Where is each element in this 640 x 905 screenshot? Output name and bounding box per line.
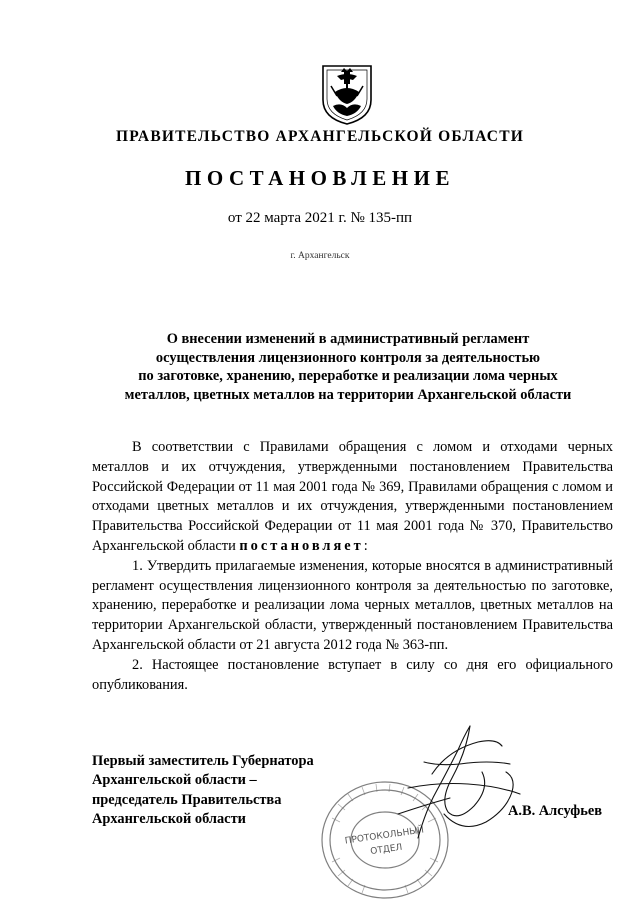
- document-body: [92, 438, 613, 695]
- signer-position-line: Архангельской области: [92, 811, 246, 828]
- signer-position-line: Первый заместитель Губернатора: [92, 753, 314, 769]
- organization-name: ПРАВИТЕЛЬСТВО АРХАНГЕЛЬСКОЙ ОБЛАСТИ: [115, 128, 524, 145]
- city-line: г. Архангельск: [290, 251, 350, 261]
- title-line: осуществления лицензионного контроля за деятельностью: [155, 349, 541, 366]
- document-title: [88, 330, 608, 404]
- intro-paragraph: В соответствии с Правилами обращения с ломом и отходами черных металлов и их отчуждения, утвержденными постановлением Правительства Российской Федерации от 11 мая 2001 года № 369, Правилами обращения с ломом и отходами цветных металлов и их отчуждения, утвержденными постановлением Правительства Российской Федерации от 11 мая 2001 года № 370, Правительство Архангельской области постановляет:: [92, 439, 613, 554]
- document-type: ПОСТАНОВЛЕНИЕ: [185, 166, 455, 190]
- item-1-paragraph: 1. Утвердить прилагаемые изменения, которые вносятся в административный регламент осуществления лицензионного контроля за деятельностью по заготовке, хранению, переработке и реализации лома черных металлов, цветных металлов на территории Архангельской области, утвержденный постановлением Правительства Архангельской области от 21 августа 2012 года № 363-пп.: [92, 557, 613, 653]
- signer-name: А.В. Алсуфьев: [508, 803, 603, 819]
- svg-text:ПРОТОКОЛЬНЫЙ: ПРОТОКОЛЬНЫЙ: [344, 825, 425, 847]
- handwritten-signature: [378, 722, 526, 840]
- title-line: металлов, цветных металлов на территории Архангельской области: [124, 386, 572, 403]
- title-line: О внесении изменений в административный регламент: [166, 331, 530, 347]
- signer-position-line: председатель Правительства: [92, 791, 282, 808]
- title-line: по заготовке, хранению, переработке и реализации лома черных: [138, 368, 558, 384]
- coat-of-arms-emblem: [319, 62, 375, 126]
- date-number-line: от 22 марта 2021 г. № 135-пп: [227, 210, 413, 226]
- intro-text: В соответствии с Правилами обращения с ломом и отходами черных металлов и их отчуждения, утвержденными постановлением Правительства Российской Федерации от 11 мая 2001 года № 369, Правилами обращения с ломом и отходами цветных металлов и их отчуждения, утвержденными постановлением Правительства Российской Федерации от 11 мая 2001 года № 370, Правительство Архангельской области: [92, 439, 613, 554]
- svg-text:ОТДЕЛ: ОТДЕЛ: [369, 842, 403, 858]
- signer-position-line: Архангельской области –: [92, 772, 257, 789]
- decree-word: постановляет: [239, 537, 364, 554]
- item-2-paragraph: 2. Настоящее постановление вступает в силу со дня его официального опубликования.: [92, 656, 613, 693]
